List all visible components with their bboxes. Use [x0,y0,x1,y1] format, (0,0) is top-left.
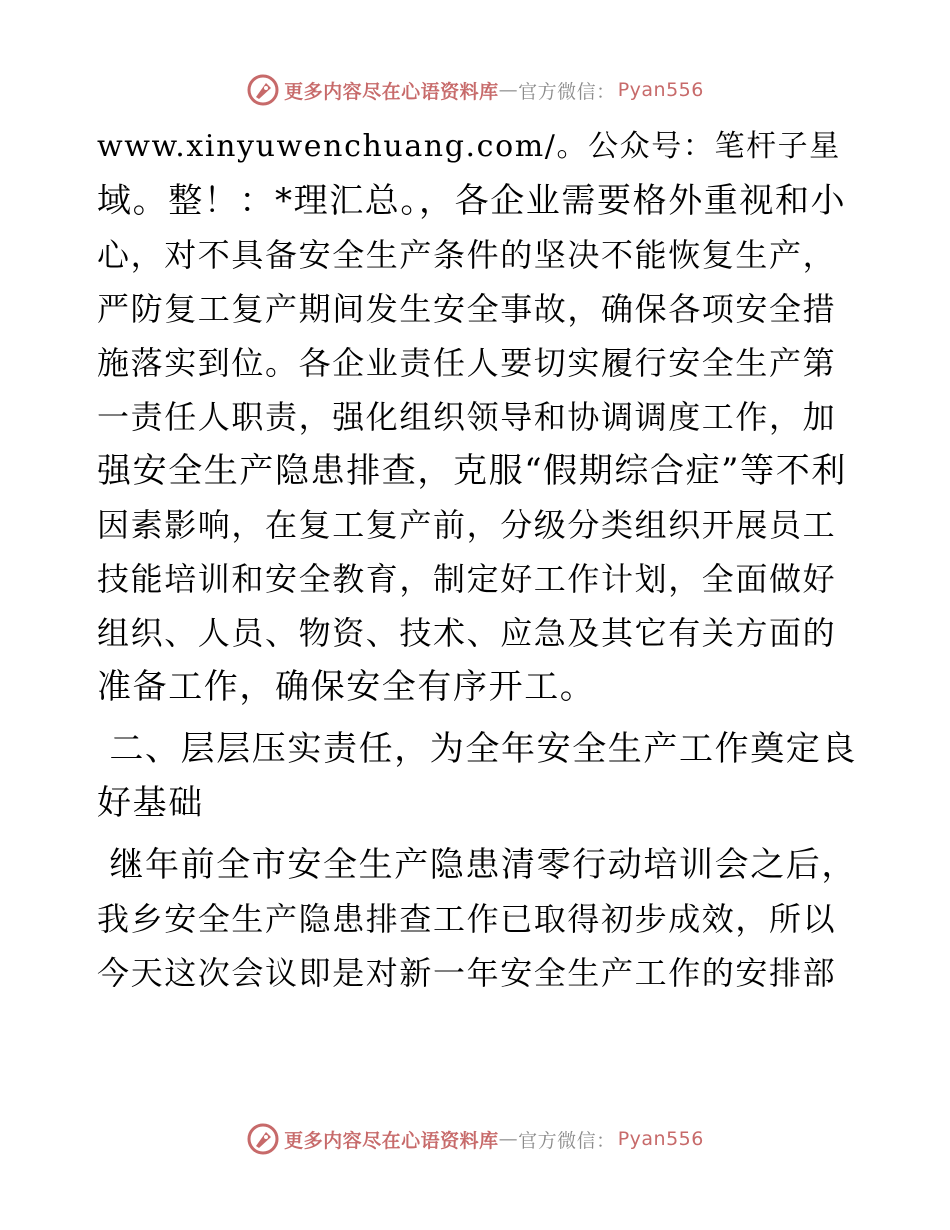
pen-nib-logo-icon [246,1122,280,1156]
text-line: 心，对不具备安全生产条件的坚决不能恢复生产， [97,236,837,274]
watermark-main-text: 更多内容尽在心语资料库 [284,1129,499,1152]
watermark-dash: — [498,1128,519,1150]
header-watermark [0,70,950,110]
text-line: 技能培训和安全教育，制定好工作计划，全面做好 [97,560,837,598]
watermark-wechat-id: Pyan556 [617,79,704,101]
section-heading [97,722,857,830]
text-line: 准备工作，确保安全有序开工。 [97,667,596,707]
text-line: 一责任人职责，强化组织领导和协调调度工作，加 [97,398,837,436]
watermark-wechat-label: 官方微信： [518,1129,616,1152]
footer-watermark [0,1119,950,1159]
watermark-main-text: 更多内容尽在心语资料库 [284,80,499,103]
watermark-wechat-label: 官方微信： [518,80,616,103]
paragraph-spacer [97,830,857,838]
text-line: 域。整！：*理汇总。，各企业需要格外重视和小 [97,181,847,221]
text-line: 严防复工复产期间发生安全事故，确保各项安全措 [97,290,837,328]
text-line: 今天这次会议即是对新一年安全生产工作的安排部 [97,954,837,992]
text-line: 强安全生产隐患排查，克服“假期综合症”等不利 [97,451,847,491]
heading-line: 好基础 [97,783,204,823]
paragraph [97,838,857,1000]
watermark-dash: — [498,79,519,101]
text-line: 继年前全市安全生产隐患清零行动培训会之后， [97,845,858,885]
paragraph-spacer [97,714,857,722]
text-line: www.xinyuwenchuang.com/。公众号：笔杆子星 [97,129,841,164]
text-line: 组织、人员、物资、技术、应急及其它有关方面的 [97,614,837,652]
pen-nib-logo-icon [246,73,280,107]
watermark-wechat-id: Pyan556 [617,1128,704,1150]
text-line: 因素影响，在复工复产前，分级分类组织开展员工 [97,506,837,544]
heading-line: 二、层层压实责任，为全年安全生产工作奠定良 [97,729,858,769]
document-body [97,120,857,1000]
text-line: 我乡安全生产隐患排查工作已取得初步成效，所以 [97,900,837,938]
paragraph [97,120,857,714]
text-line: 施落实到位。各企业责任人要切实履行安全生产第 [97,344,837,382]
